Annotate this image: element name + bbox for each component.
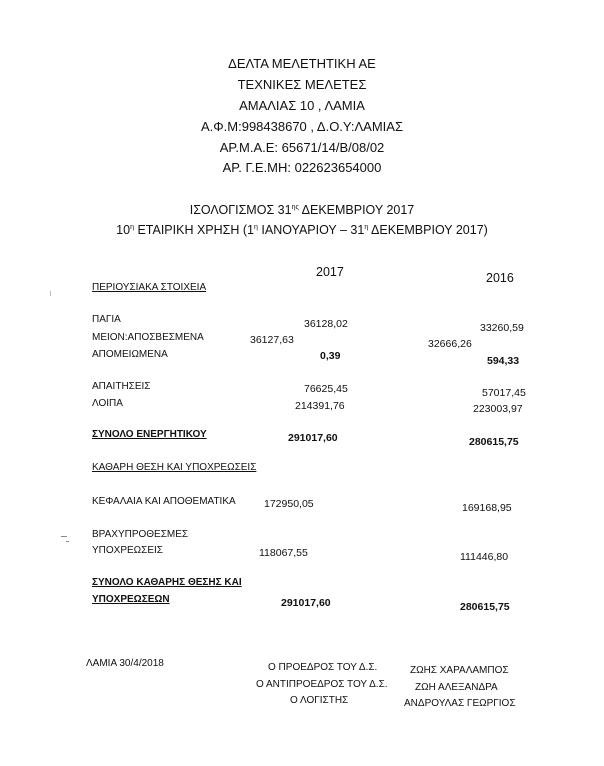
receivables-label: ΑΠΑΙΤΗΣΕΙΣ	[92, 381, 151, 392]
total-assets-label: ΣΥΝΟΛΟ ΕΝΕΡΓΗΤΙΚΟΥ	[92, 429, 207, 440]
company-arma: ΑΡ.Μ.Α.Ε: 65671/14/Β/08/02	[219, 140, 385, 155]
company-tax-id: Α.Φ.Μ:998438670 , Δ.Ο.Υ:ΛΑΜΙΑΣ	[201, 119, 403, 134]
role-vice-president: Ο ΑΝΤΙΠΡΟΕΔΡΟΣ ΤΟΥ Δ.Σ.	[256, 679, 388, 690]
short-term-liabilities-2016: 111446,80	[460, 551, 509, 563]
scan-speck	[66, 541, 69, 542]
equity-2017: 172950,05	[264, 498, 314, 510]
short-term-liabilities-label-1: ΒΡΑΧΥΠΡΟΘΕΣΜΕΣ	[92, 529, 189, 540]
net-fixed-assets-2016: 594,33	[487, 355, 520, 367]
fiscal-period: $10^\eta$ ΕΤΑΙΡΙΚΗ ΧΡΗΣΗ ($1^\eta$ ΙΑΝΟΥΑΡΙΟΥ – $31^\eta$ ΔΕΚΕΜΒΡΙΟΥ 2017)	[116, 223, 488, 237]
company-gemi: ΑΡ. Γ.Ε.ΜΗ: 022623654000	[222, 160, 382, 175]
depreciation-2017: 36127,63	[250, 334, 294, 346]
company-name: ΔΕΛΤΑ ΜΕΛΕΤΗΤΙΚΗ ΑΕ	[228, 56, 376, 71]
net-fixed-assets-2017: 0,39	[320, 350, 341, 362]
document-title: ΙΣΟΛΟΓΙΣΜΟΣ $31^{\eta\varsigma}$ ΔΕΚΕΜΒΡΙΟΥ 2017	[189, 203, 415, 217]
role-president: Ο ΠΡΟΕΔΡΟΣ ΤΟΥ Δ.Σ.	[268, 662, 378, 673]
column-year-2017: 2017	[316, 265, 344, 279]
total-equity-liabilities-label-2: ΥΠΟΧΡΕΩΣΕΩΝ	[92, 594, 170, 605]
short-term-liabilities-2017: 118067,55	[259, 547, 308, 559]
total-equity-liabilities-2017: 291017,60	[281, 597, 331, 609]
other-assets-label: ΛΟΙΠΑ	[92, 398, 123, 409]
name-vice-president: ΖΩΗ ΑΛΕΞΑΝΔΡΑ	[415, 682, 498, 693]
role-accountant: Ο ΛΟΓΙΣΤΗΣ	[290, 695, 349, 706]
fixed-assets-2016: 33260,59	[480, 322, 524, 334]
other-assets-2016: 223003,97	[473, 403, 523, 415]
total-equity-liabilities-label-1: ΣΥΝΟΛΟ ΚΑΘΑΡΗΣ ΘΕΣΗΣ ΚΑΙ	[92, 577, 242, 588]
liabilities-heading: ΚΑΘΑΡΗ ΘΕΣΗ ΚΑΙ ΥΠΟΧΡΕΩΣΕΙΣ	[92, 462, 257, 473]
net-fixed-assets-label: ΑΠΟΜΕΙΩΜΕΝΑ	[92, 349, 168, 360]
equity-2016: 169168,95	[462, 502, 512, 514]
fixed-assets-2017: 36128,02	[304, 318, 348, 330]
assets-heading: ΠΕΡΙΟΥΣΙΑΚΑ ΣΤΟΙΧΕΙΑ	[92, 282, 207, 293]
depreciation-2016: 32666,26	[428, 338, 472, 350]
column-year-2016: 2016	[486, 271, 514, 285]
total-assets-2017: 291017,60	[288, 432, 338, 444]
company-address: ΑΜΑΛΙΑΣ 10 , ΛΑΜΙΑ	[239, 98, 365, 113]
short-term-liabilities-label-2: ΥΠΟΧΡΕΩΣΕΙΣ	[92, 545, 163, 556]
other-assets-2017: 214391,76	[295, 400, 345, 412]
total-assets-2016: 280615,75	[469, 436, 519, 448]
company-activity: ΤΕΧΝΙΚΕΣ ΜΕΛΕΤΕΣ	[237, 77, 367, 92]
place-date: ΛΑΜΙΑ 30/4/2018	[86, 658, 164, 669]
name-president: ΖΩΗΣ ΧΑΡΑΛΑΜΠΟΣ	[410, 665, 509, 676]
receivables-2017: 76625,45	[304, 383, 348, 395]
fixed-assets-label: ΠΑΓΙΑ	[92, 314, 121, 325]
receivables-2016: 57017,45	[482, 387, 526, 399]
scan-speck	[61, 536, 67, 537]
name-accountant: ΑΝΔΡΟΥΛΑΣ ΓΕΩΡΓΙΟΣ	[404, 698, 516, 709]
scan-speck	[50, 291, 51, 296]
depreciation-label: ΜΕΙΟΝ:ΑΠΟΣΒΕΣΜΕΝΑ	[92, 332, 204, 343]
equity-label: ΚΕΦΑΛΑΙΑ ΚΑΙ ΑΠΟΘΕΜΑΤΙΚΑ	[92, 496, 236, 507]
total-equity-liabilities-2016: 280615,75	[460, 601, 510, 613]
